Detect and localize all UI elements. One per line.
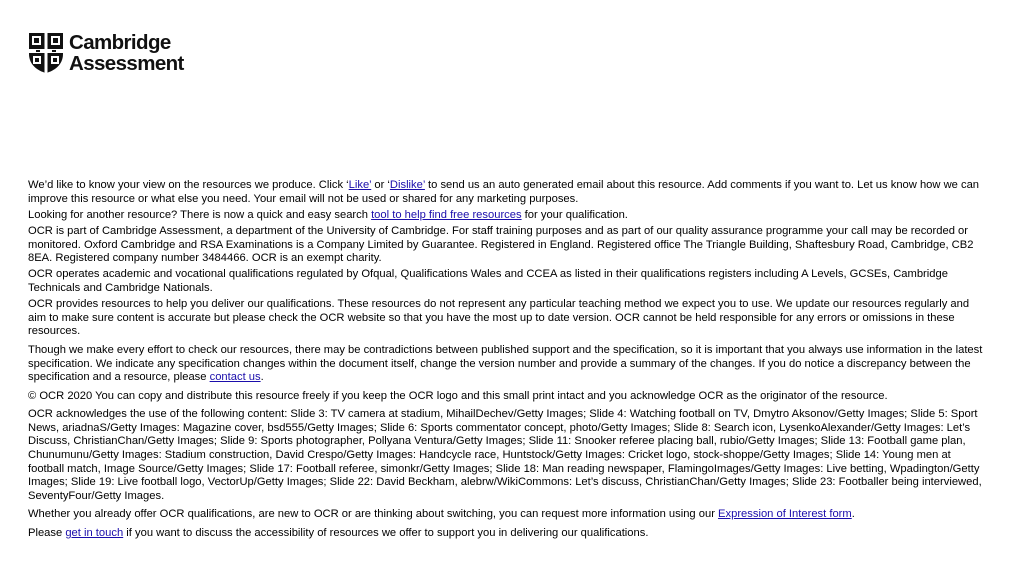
accessibility-paragraph: Please get in touch if you want to discuss the accessibility of resources we offer to support you in delivering our qualifications. xyxy=(28,527,649,540)
logo-line-2: Assessment xyxy=(69,52,184,75)
like-link[interactable]: Like’ xyxy=(348,179,372,191)
contradictions-paragraph: Though we make every effort to check our resources, there may be contradictions between published support and the specification, so it is important that you always use information in the latest specification. We indicate any specification changes within the document itself, change the version number and provide a summary of the changes. If you do notice a discrepancy between the specification and a resource, please contact us. xyxy=(28,343,983,384)
acknowledgements-paragraph: OCR acknowledges the use of the following content: Slide 3: TV camera at stadium, MihailDechev/Getty Images; Slide 4: Watching football on TV, Dmytro Aksonov/Getty Images; Slide 5: Sport News, ariadnaS/Getty Images: Magazine cover, bsd555/Getty Images; Slide 6: Sports commentator concept, photo/Getty Images; Slide 8: Search icon, LysenkoAlexander/Getty Images: Let’s Discuss, ChristianChan/Getty Images; Slide 9: Sports photographer, Pollyana Ventura/Getty Images; Slide 11: Snooker referee placing ball, rubio/Getty Images; Slide 13: Football game plan, Chunumunu/Getty Images: Stadium construction, David Crespo/Getty Images: Handcycle race, Huntstock/Getty Images: Cricket logo, stock-shoppe/Getty Images; Slide 14: Young men at football match, Image Source/Getty Images; Slide 17: Football referee, simonkr/Getty Images; Slide 18: Man reading newspaper, FlamingoImages/Getty Images: Live betting, Wpadington/Getty Images; Slide 19: Live football logo, VectorUp/Getty Images; Slide 22: David Beckham, alebrw/WikiCommons: Let’s discuss, ChristianChan/Getty Images; Slide 23: Footballer being interviewed, SeventyFour/Getty Images. xyxy=(28,408,982,502)
logo-wordmark xyxy=(69,32,184,74)
ocr-operates-paragraph: OCR operates academic and vocational qualifications regulated by Ofqual, Qualifications Wales and CCEA as listed in their qualifications registers including A Levels, GCSEs, Cambridge Technicals and Cambridge Nationals. xyxy=(28,268,948,294)
expression-of-interest-link[interactable]: Expression of Interest form xyxy=(718,508,852,521)
cambridge-assessment-logo xyxy=(28,32,184,74)
get-in-touch-link[interactable]: get in touch xyxy=(65,527,124,540)
feedback-paragraph: We’d like to know your view on the resources we produce. Click ‘Like’ or ‘Dislike’ to send us an auto generated email about this resource. Add comments if you want to. Let us know how we can improve this resource or what else you need. Your email will not be used or shared for any marketing purposes. xyxy=(28,179,980,205)
search-tool-paragraph: Looking for another resource? There is now a quick and easy search tool to help find free resources for your qualification. xyxy=(28,208,628,221)
logo-line-1: Cambridge xyxy=(69,31,171,54)
university-crest-icon xyxy=(28,32,64,74)
copyright-paragraph: © OCR 2020 You can copy and distribute this resource freely if you keep the OCR logo and this small print intact and you acknowledge OCR as the originator of the resource. xyxy=(28,389,888,402)
contact-us-link[interactable]: contact us xyxy=(209,371,261,384)
dislike-link[interactable]: Dislike’ xyxy=(389,179,425,191)
expression-of-interest-paragraph: Whether you already offer OCR qualifications, are new to OCR or are thinking about switching, you can request more information using our Expression of Interest form. xyxy=(28,508,855,521)
ocr-provides-paragraph: OCR provides resources to help you deliver our qualifications. These resources do not represent any particular teaching method we expect you to use. We update our resources regularly and aim to make sure content is accurate but please check the OCR website so that you have the most up to date version. OCR cannot be held responsible for any errors or omissions in these resources. xyxy=(28,298,970,338)
find-resources-link[interactable]: tool to help find free resources xyxy=(371,208,522,221)
ocr-part-paragraph: OCR is part of Cambridge Assessment, a department of the University of Cambridge. For staff training purposes and as part of our quality assurance programme your call may be recorded or monitored. Oxford Cambridge and RSA Examinations is a Company Limited by Guarantee. Registered in England. Registered office The Triangle Building, Shaftesbury Road, Cambridge, CB2 8EA. Registered company number 3484466. OCR is an exempt charity. xyxy=(28,224,974,265)
small-print xyxy=(28,179,988,543)
